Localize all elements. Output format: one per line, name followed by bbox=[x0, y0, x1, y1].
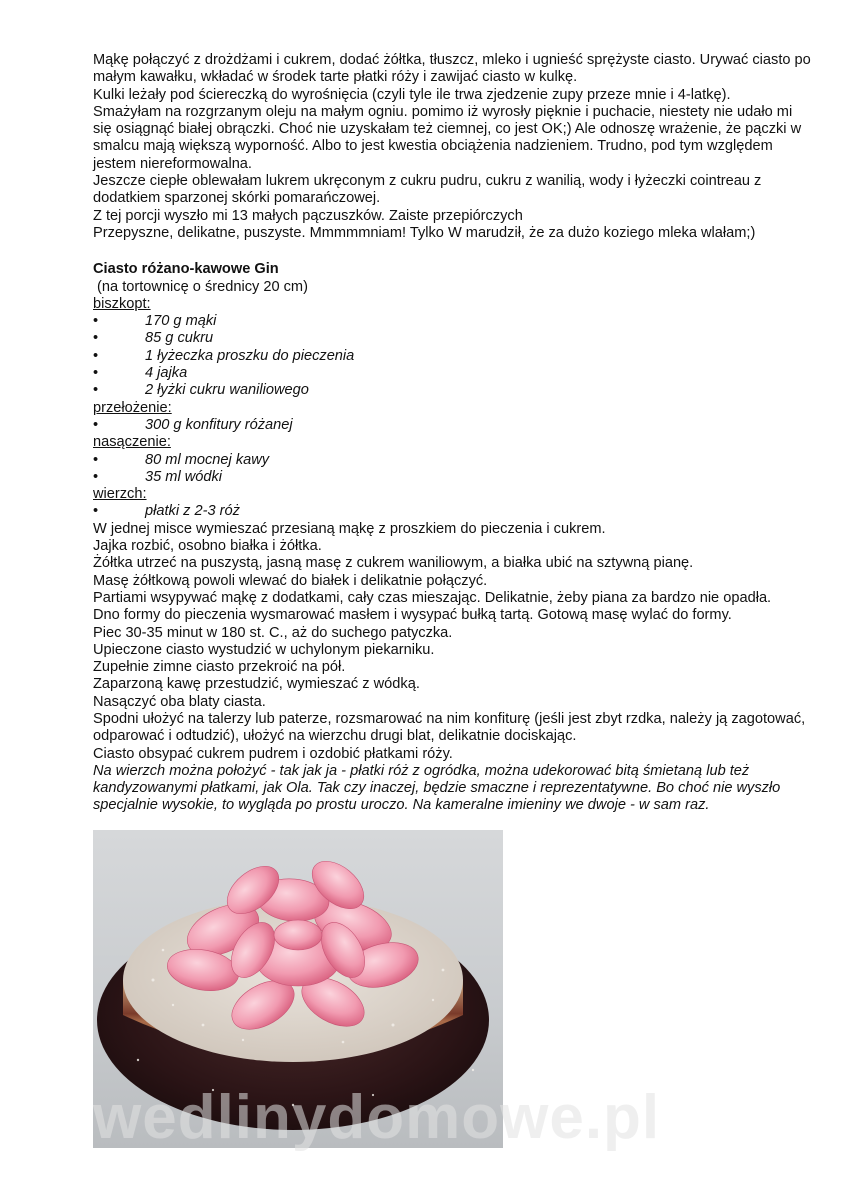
section-label-przelozenie: przełożenie: bbox=[93, 399, 172, 416]
step: W jednej misce wymieszać przesianą mąkę z proszkiem do pieczenia i cukrem. bbox=[93, 520, 606, 537]
document-body bbox=[93, 52, 813, 815]
intro-paragraph-5: Z tej porcji wyszło mi 13 małych pączuszków. Zaiste przepiórczych bbox=[93, 207, 523, 224]
step: Spodni ułożyć na talerzy lub paterze, rozsmarować na nim konfiturę (jeśli jest zbyt rzdka, należy ją zagotować, odparować i odtudzić), ułożyć na wierzchu drugi blat, delikatnie dociskając. bbox=[93, 710, 806, 745]
step: Piec 30-35 minut w 180 st. C., aż do suchego patyczka. bbox=[93, 624, 453, 641]
step: Dno formy do pieczenia wysmarować masłem i wysypać bułką tartą. Gotową masę wylać do formy. bbox=[93, 607, 732, 624]
step: Upieczone ciasto wystudzić w uchylonym piekarniku. bbox=[93, 641, 435, 658]
intro-paragraph-4: Jeszcze ciepłe oblewałam lukrem ukręconym z cukru pudru, cukru z wanilią, wody i łyżeczki cointreau z dodatkiem sparzonej skórki pomarańczowej. bbox=[93, 173, 762, 207]
recipe-note: Na wierzch można położyć - tak jak ja - płatki róż z ogródka, można udekorować bitą śmietaną lub też kandyzowanymi płatkami, jak Ola. Tak czy inaczej, będzie smaczne i reprezentatywne. Bo choć nie wyszło specjalnie wysokie, to wygląda po prostu uroczo. Na kameralne imieniny we dwoje - w sam raz. bbox=[93, 762, 781, 814]
intro-paragraph-1: Mąkę połączyć z drożdżami i cukrem, dodać żółtka, tłuszcz, mleko i ugnieść sprężyste ciasto. Urywać ciasto po małym kawałku, wkładać w środek tarte płatki róży i zawijać ciasto w kulkę. bbox=[93, 52, 811, 86]
list-item: • płatki z 2-3 róż bbox=[93, 503, 813, 520]
list-item: • 4 jajka bbox=[93, 365, 813, 382]
recipe-title: Ciasto różano-kawowe Gin bbox=[93, 261, 279, 278]
step: Nasączyć oba blaty ciasta. bbox=[93, 693, 266, 710]
section-label-biszkopt: biszkopt: bbox=[93, 295, 151, 312]
list-item: • 85 g cukru bbox=[93, 330, 813, 347]
step: Zaparzoną kawę przestudzić, wymieszać z wódką. bbox=[93, 676, 420, 693]
ingredient-list-nasaczenie bbox=[93, 452, 813, 487]
step: Jajka rozbić, osobno białka i żółtka. bbox=[93, 538, 322, 555]
intro-paragraph-3: Smażyłam na rozgrzanym oleju na małym ogniu. pomimo iż wyrosły pięknie i puchacie, niestety nie udało mi się osiągnąć białej obrączki. Choć nie uzyskałam też ciemnej, co jest OK;) Ale odnoszę wrażenie, że pączki w smalcu mają większą wyporność. Albo to jest kwestia obciążenia nadzieniem. Trudno, pod tym względem jestem niereformowalna. bbox=[93, 103, 802, 172]
section-label-nasaczenie: nasączenie: bbox=[93, 434, 171, 451]
list-item: • 35 ml wódki bbox=[93, 469, 813, 486]
list-item: • 1 łyżeczka proszku do pieczenia bbox=[93, 348, 813, 365]
list-item: • 80 ml mocnej kawy bbox=[93, 452, 813, 469]
watermark: wedlinydomowe.pl bbox=[93, 1083, 661, 1152]
list-item: • 170 g mąki bbox=[93, 313, 813, 330]
ingredient-list-biszkopt bbox=[93, 313, 813, 399]
list-item: • 300 g konfitury różanej bbox=[93, 417, 813, 434]
section-label-wierzch: wierzch: bbox=[93, 486, 147, 503]
ingredient-list-przelozenie bbox=[93, 417, 813, 434]
recipe-subtitle: (na tortownicę o średnicy 20 cm) bbox=[93, 278, 308, 295]
list-item: • 2 łyżki cukru waniliowego bbox=[93, 382, 813, 399]
step: Zupełnie zimne ciasto przekroić na pół. bbox=[93, 659, 346, 676]
step: Masę żółtkową powoli wlewać do białek i delikatnie połączyć. bbox=[93, 572, 488, 589]
step: Partiami wsypywać mąkę z dodatkami, cały czas mieszając. Delikatnie, żeby piana za bardzo nie opadła. bbox=[93, 589, 772, 606]
step: Żółtka utrzeć na puszystą, jasną masę z cukrem waniliowym, a białka ubić na sztywną pianę. bbox=[93, 555, 694, 572]
ingredient-list-wierzch bbox=[93, 503, 813, 520]
intro-paragraph-6: Przepyszne, delikatne, puszyste. Mmmmmniam! Tylko W marudził, że za dużo koziego mleka wlałam;) bbox=[93, 224, 756, 241]
step: Ciasto obsypać cukrem pudrem i ozdobić płatkami róży. bbox=[93, 745, 453, 762]
intro-paragraph-2: Kulki leżały pod ściereczką do wyrośnięcia (czyli tyle ile trwa zjedzenie zupy przeze mnie i 4-latkę). bbox=[93, 86, 731, 103]
